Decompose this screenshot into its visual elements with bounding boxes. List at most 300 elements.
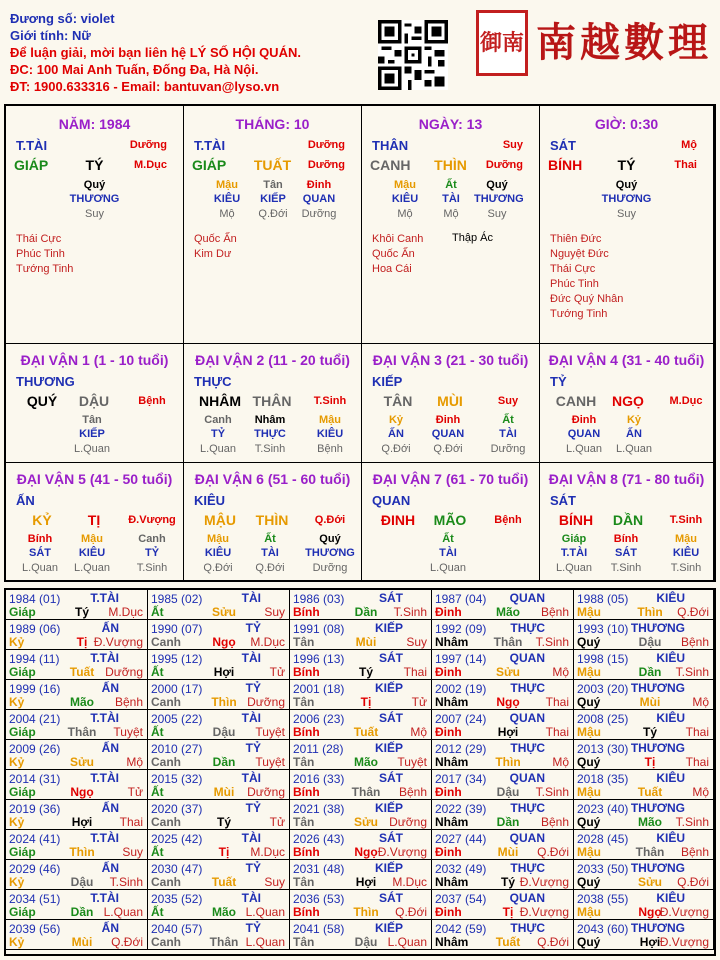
dai-van-ten-god: KIẾP <box>372 374 403 389</box>
hidden-stem: Tân <box>82 414 102 426</box>
dai-van-title: ĐẠI VẬN 1 (1 - 10 tuổi) <box>20 352 169 368</box>
year-cell <box>432 590 574 620</box>
year-label: 1991 (08) <box>293 622 345 636</box>
year-ten-god: KIẾP <box>374 861 403 875</box>
year-stem: Tân <box>293 755 315 769</box>
year-branch: Dần <box>638 665 662 679</box>
hidden-ten-god: THƯƠNG <box>305 547 355 559</box>
year-ten-god: T.TÀI <box>90 771 119 785</box>
special-stars-list <box>16 232 73 277</box>
dai-van-branch: MÃO <box>433 512 467 528</box>
special-star: Quốc Ấn <box>194 233 237 245</box>
year-label: 2031 (48) <box>293 862 345 876</box>
year-cell <box>6 830 148 860</box>
dai-van-stem: ĐINH <box>380 512 416 528</box>
year-cell <box>6 680 148 710</box>
hidden-stem: Giáp <box>561 533 587 545</box>
year-phase: Thai <box>403 665 427 679</box>
year-stem: Đinh <box>435 725 462 739</box>
year-cell <box>290 590 432 620</box>
year-stem: Nhâm <box>435 635 469 649</box>
hidden-ten-god: KIẾP <box>260 193 286 205</box>
hidden-stem: Ất <box>502 414 514 426</box>
hidden-ten-god: TỶ <box>144 547 160 559</box>
year-ten-god: T.TÀI <box>90 891 119 905</box>
hidden-phase: T.Sinh <box>670 562 702 574</box>
dai-van-branch: TỊ <box>87 512 101 528</box>
year-stem: Quý <box>577 815 601 829</box>
year-branch: Tuất <box>495 935 521 949</box>
year-cell <box>432 710 574 740</box>
year-label: 2032 (49) <box>435 862 487 876</box>
year-stem: Nhâm <box>435 695 469 709</box>
year-stem: Ất <box>151 785 164 799</box>
year-phase: Q.Đới <box>537 845 569 859</box>
year-phase: Đ.Vượng <box>519 905 569 919</box>
year-cell <box>432 920 574 950</box>
year-phase: Mộ <box>410 725 427 739</box>
hidden-stem: Ất <box>264 533 276 545</box>
year-stem: Tân <box>293 635 315 649</box>
year-phase: Q.Đới <box>677 875 709 889</box>
year-cell <box>574 710 714 740</box>
pillar-branch: TÝ <box>85 157 104 173</box>
year-branch: Ngọ <box>638 905 662 919</box>
year-phase: T.Sinh <box>675 665 709 679</box>
year-phase: Mộ <box>692 785 709 799</box>
year-branch: Dậu <box>496 785 520 799</box>
year-stem: Tân <box>293 695 315 709</box>
year-stem: Giáp <box>9 665 36 679</box>
owner-info <box>10 10 350 95</box>
hidden-ten-god: TÀI <box>442 193 460 205</box>
year-ten-god: TỶ <box>245 621 261 635</box>
year-phase: Tử <box>269 665 285 679</box>
year-ten-god: THƯƠNG <box>630 621 685 635</box>
year-label: 2005 (22) <box>151 712 203 726</box>
hidden-ten-god: KIÊU <box>391 193 419 205</box>
year-phase: Q.Đới <box>537 935 569 949</box>
year-ten-god: ẤN <box>101 921 119 935</box>
year-stem: Nhâm <box>435 935 469 949</box>
special-stars-list <box>194 232 237 262</box>
year-branch: Mão <box>354 755 378 769</box>
year-cell <box>6 710 148 740</box>
year-branch: Mão <box>212 905 236 919</box>
year-phase: L.Quan <box>245 935 285 949</box>
dai-van-ten-god: THỰC <box>194 374 232 389</box>
year-cell <box>148 860 290 890</box>
dai-van-stem: BÍNH <box>558 512 594 528</box>
year-phase: Đ.Vượng <box>659 935 709 949</box>
year-phase: Bệnh <box>680 635 709 649</box>
year-ten-god: T.TÀI <box>90 591 119 605</box>
year-cell <box>148 890 290 920</box>
dai-van-phase: Đ.Vượng <box>128 514 176 526</box>
year-stem: Đinh <box>435 605 462 619</box>
year-label: 2007 (24) <box>435 712 487 726</box>
year-cell <box>432 620 574 650</box>
year-phase: Q.Đới <box>111 935 143 949</box>
year-stem: Nhâm <box>435 875 469 889</box>
special-star: Quốc Ấn <box>372 248 415 260</box>
year-phase: Tuyệt <box>113 725 143 739</box>
pillar-stem-phase: Suy <box>502 139 523 151</box>
hidden-phase: Mộ <box>219 208 235 220</box>
year-ten-god: ẤN <box>101 801 119 815</box>
year-branch: Thìn <box>495 755 521 769</box>
year-stem: Bính <box>293 905 320 919</box>
hidden-phase: L.Quan <box>565 443 603 455</box>
year-stem: Canh <box>151 875 181 889</box>
pillar-ten-god: THÂN <box>372 138 409 153</box>
pillar-stem: BÍNH <box>548 157 583 173</box>
hidden-ten-god: THƯƠNG <box>474 193 524 205</box>
year-cell <box>290 920 432 950</box>
year-branch: Dần <box>496 815 520 829</box>
year-branch: Hợi <box>71 815 93 829</box>
hidden-stem: Bính <box>613 533 639 545</box>
year-stem: Đinh <box>435 785 462 799</box>
hidden-ten-god: KIÊU <box>204 547 232 559</box>
year-stem: Canh <box>151 635 181 649</box>
year-label: 1990 (07) <box>151 622 203 636</box>
year-label: 1985 (02) <box>151 592 203 606</box>
year-branch: Thìn <box>211 695 237 709</box>
year-phase: Q.Đới <box>677 605 709 619</box>
year-phase: L.Quan <box>387 935 427 949</box>
year-cell <box>148 710 290 740</box>
year-branch: Hợi <box>355 875 377 889</box>
year-cell <box>148 770 290 800</box>
year-label: 2039 (56) <box>9 922 61 936</box>
year-phase: Đ.Vượng <box>93 635 143 649</box>
year-cell <box>574 680 714 710</box>
year-branch: Thìn <box>353 905 379 919</box>
hidden-ten-god: SÁT <box>29 547 51 559</box>
special-star: Kim Dư <box>194 248 232 260</box>
year-branch: Mão <box>496 605 520 619</box>
hidden-phase: T.Sinh <box>254 443 286 455</box>
year-phase: T.Sinh <box>535 635 569 649</box>
hidden-stem: Mậu <box>394 179 416 191</box>
dai-van-phase: Q.Đới <box>314 514 346 526</box>
contact-phone-email: ĐT: 1900.633316 - Email: bantuvan@lyso.vn <box>10 79 280 94</box>
hidden-phase: T.Sinh <box>136 562 168 574</box>
hidden-stem: Nhâm <box>254 414 286 426</box>
year-label: 2004 (21) <box>9 712 61 726</box>
year-label: 2041 (58) <box>293 922 345 936</box>
year-label: 2024 (41) <box>9 832 61 846</box>
year-cell <box>574 890 714 920</box>
pillar-title: NGÀY: 13 <box>418 116 483 132</box>
dai-van-branch: THÂN <box>252 393 292 409</box>
pillar-branch-phase: Thai <box>674 159 697 171</box>
year-phase: Mộ <box>552 665 569 679</box>
annual-luck-table <box>4 588 716 956</box>
year-label: 2003 (20) <box>577 682 629 696</box>
year-ten-god: KIÊU <box>656 591 685 605</box>
year-branch: Thìn <box>69 845 95 859</box>
year-stem: Canh <box>151 695 181 709</box>
year-cell <box>6 590 148 620</box>
dai-van-phase: T.Sinh <box>313 395 347 407</box>
dai-van-cell <box>184 463 362 582</box>
year-phase: Suy <box>406 635 427 649</box>
owner-gender: Giới tính: Nữ <box>10 28 91 43</box>
pillar-ten-god: T.TÀI <box>16 138 48 153</box>
year-cell <box>574 860 714 890</box>
year-phase: T.Sinh <box>675 815 709 829</box>
year-label: 1987 (04) <box>435 592 487 606</box>
year-stem: Mậu <box>577 725 601 739</box>
year-label: 2040 (57) <box>151 922 203 936</box>
hidden-phase: Q.Đới <box>203 562 233 574</box>
year-stem: Ất <box>151 605 164 619</box>
year-ten-god: THƯƠNG <box>630 921 685 935</box>
year-label: 2038 (55) <box>577 892 629 906</box>
year-ten-god: KIẾP <box>374 621 403 635</box>
year-label: 2011 (28) <box>293 742 344 756</box>
pillar-stem: CANH <box>370 157 411 173</box>
pillar-ten-god: T.TÀI <box>194 138 226 153</box>
year-branch: Tuất <box>637 785 663 799</box>
owner-name: Đương số: violet <box>10 11 115 26</box>
year-ten-god: T.TÀI <box>90 651 119 665</box>
hidden-stem: Mậu <box>207 533 229 545</box>
year-ten-god: TÀI <box>241 651 261 665</box>
year-phase: Mộ <box>692 695 709 709</box>
year-phase: Thai <box>685 755 709 769</box>
year-cell <box>148 740 290 770</box>
year-branch: Tý <box>216 815 231 829</box>
year-cell <box>148 590 290 620</box>
pillar-branch-phase: Dưỡng <box>307 159 345 171</box>
special-star: Nguyệt Đức <box>550 248 609 260</box>
year-phase: Đ.Vượng <box>377 845 427 859</box>
year-phase: Tử <box>269 815 285 829</box>
year-stem: Kỷ <box>9 635 25 649</box>
year-branch: Dần <box>354 605 378 619</box>
hidden-ten-god: THƯƠNG <box>601 193 652 205</box>
year-label: 2026 (43) <box>293 832 345 846</box>
special-star: Tướng Tinh <box>550 308 608 320</box>
year-ten-god: SÁT <box>379 771 403 785</box>
hidden-phase: Suy <box>85 208 104 220</box>
hidden-ten-god: ẤN <box>388 428 404 440</box>
year-phase: L.Quan <box>245 905 285 919</box>
year-label: 1994 (11) <box>9 652 60 666</box>
hidden-phase: Suy <box>487 208 507 220</box>
year-ten-god: THỰC <box>510 921 545 935</box>
year-phase: Suy <box>264 875 285 889</box>
year-phase: Đ.Vượng <box>519 875 569 889</box>
year-stem: Tân <box>293 935 315 949</box>
year-branch: Hợi <box>213 665 235 679</box>
year-branch: Tị <box>360 695 372 709</box>
year-cell <box>148 800 290 830</box>
year-stem: Mậu <box>577 905 601 919</box>
hidden-stem: Tân <box>263 179 283 191</box>
year-cell <box>6 800 148 830</box>
year-label: 2013 (30) <box>577 742 629 756</box>
year-branch: Thân <box>635 845 665 859</box>
year-label: 1997 (14) <box>435 652 487 666</box>
pillar-title: THÁNG: 10 <box>235 116 310 132</box>
year-phase: Mộ <box>552 755 569 769</box>
year-label: 2008 (25) <box>577 712 629 726</box>
year-ten-god: THỰC <box>510 681 545 695</box>
hidden-ten-god: TÀI <box>439 547 457 559</box>
dai-van-title: ĐẠI VẬN 8 (71 - 80 tuổi) <box>548 471 705 487</box>
year-branch: Dậu <box>212 725 236 739</box>
year-ten-god: T.TÀI <box>90 711 119 725</box>
year-ten-god: THƯƠNG <box>630 861 685 875</box>
hidden-ten-god: ẤN <box>626 428 642 440</box>
year-ten-god: THƯƠNG <box>630 741 685 755</box>
dai-van-cell <box>540 463 714 582</box>
year-ten-god: TÀI <box>241 831 261 845</box>
hidden-ten-god: TÀI <box>499 428 517 440</box>
year-cell <box>574 770 714 800</box>
year-cell <box>6 860 148 890</box>
pillar-stem-phase: Dưỡng <box>129 139 167 151</box>
hidden-ten-god: TÀI <box>261 547 279 559</box>
hidden-ten-god: SÁT <box>615 547 637 559</box>
hidden-ten-god: TỶ <box>210 428 226 440</box>
hidden-ten-god: KIÊU <box>213 193 241 205</box>
year-label: 1993 (10) <box>577 622 629 636</box>
hidden-stem: Ất <box>445 179 457 191</box>
year-label: 2010 (27) <box>151 742 203 756</box>
year-stem: Tân <box>293 815 315 829</box>
year-stem: Bính <box>293 845 320 859</box>
hidden-phase: L.Quan <box>615 443 653 455</box>
year-stem: Bính <box>293 725 320 739</box>
hidden-ten-god: QUAN <box>567 428 601 440</box>
year-label: 1986 (03) <box>293 592 345 606</box>
year-label: 2001 (18) <box>293 682 345 696</box>
year-phase: Dưỡng <box>105 665 143 679</box>
year-branch: Ngọ <box>354 845 378 859</box>
pillar-ten-god: SÁT <box>550 138 576 153</box>
year-ten-god: THỰC <box>510 801 545 815</box>
year-stem: Bính <box>293 785 320 799</box>
year-ten-god: TỶ <box>245 861 261 875</box>
year-label: 2036 (53) <box>293 892 345 906</box>
year-stem: Mậu <box>577 665 601 679</box>
year-stem: Ất <box>151 665 164 679</box>
year-phase: Thai <box>545 695 569 709</box>
dai-van-branch: MÙI <box>437 393 463 409</box>
year-cell <box>290 650 432 680</box>
year-stem: Canh <box>151 815 181 829</box>
dai-van-phase: Bệnh <box>138 395 166 407</box>
year-branch: Mùi <box>213 785 235 799</box>
year-ten-god: QUAN <box>509 891 545 905</box>
year-ten-god: ẤN <box>101 621 119 635</box>
year-label: 2025 (42) <box>151 832 203 846</box>
year-cell <box>574 620 714 650</box>
year-phase: Tuyệt <box>255 755 285 769</box>
year-cell <box>6 650 148 680</box>
special-star: Phúc Tinh <box>16 248 65 260</box>
year-phase: Tử <box>411 695 427 709</box>
year-phase: Mộ <box>126 755 143 769</box>
hidden-ten-god: KIÊU <box>78 547 106 559</box>
year-phase: Thai <box>685 725 709 739</box>
year-phase: Suy <box>264 605 285 619</box>
year-stem: Canh <box>151 755 181 769</box>
year-branch: Tị <box>502 905 514 919</box>
year-stem: Kỷ <box>9 755 25 769</box>
hidden-phase: Mộ <box>443 208 459 220</box>
year-ten-god: TÀI <box>241 591 261 605</box>
year-ten-god: TÀI <box>241 771 261 785</box>
year-label: 2009 (26) <box>9 742 61 756</box>
year-ten-god: KIÊU <box>656 651 685 665</box>
dai-van-ten-god: THƯƠNG <box>16 374 75 389</box>
dai-van-ten-god: KIÊU <box>194 493 226 508</box>
year-cell <box>148 620 290 650</box>
year-cell <box>148 920 290 950</box>
year-phase: Suy <box>122 845 143 859</box>
year-ten-god: KIẾP <box>374 681 403 695</box>
special-star: Thái Cực <box>550 263 596 275</box>
hidden-phase: Q.Đới <box>255 562 285 574</box>
special-star: Khôi Canh <box>372 233 424 245</box>
hidden-phase: Dưỡng <box>490 443 526 455</box>
dai-van-branch: DẬU <box>78 393 110 409</box>
year-phase: Bệnh <box>398 785 427 799</box>
year-ten-god: QUAN <box>509 711 545 725</box>
hidden-phase: Mộ <box>397 208 413 220</box>
year-stem: Kỷ <box>9 875 25 889</box>
year-ten-god: SÁT <box>379 711 403 725</box>
hidden-phase: Q.Đới <box>433 443 463 455</box>
year-cell <box>432 740 574 770</box>
year-branch: Mùi <box>71 935 93 949</box>
pillar-cell <box>362 106 540 344</box>
year-label: 2012 (29) <box>435 742 487 756</box>
year-cell <box>574 650 714 680</box>
year-cell <box>432 800 574 830</box>
year-branch: Thân <box>493 635 523 649</box>
year-cell <box>290 680 432 710</box>
year-branch: Mùi <box>639 695 661 709</box>
dai-van-title: ĐẠI VẬN 2 (11 - 20 tuổi) <box>195 352 350 368</box>
year-label: 2021 (38) <box>293 802 345 816</box>
hidden-phase: L.Quan <box>199 443 237 455</box>
dai-van-cell <box>6 344 184 463</box>
pillar-branch: THÌN <box>434 157 467 173</box>
year-ten-god: THƯƠNG <box>630 681 685 695</box>
hidden-phase: L.Quan <box>73 443 111 455</box>
special-star: Tướng Tinh <box>16 263 74 275</box>
dai-van-stem: MẬU <box>204 512 236 528</box>
year-label: 2043 (60) <box>577 922 629 936</box>
hidden-ten-god: QUAN <box>302 193 336 205</box>
hidden-stem: Bính <box>27 533 53 545</box>
year-cell <box>574 800 714 830</box>
special-star-extra: Thập Ác <box>452 232 493 244</box>
year-phase: M.Dục <box>108 605 143 619</box>
year-ten-god: QUAN <box>509 651 545 665</box>
year-cell <box>290 860 432 890</box>
year-stem: Giáp <box>9 905 36 919</box>
year-stem: Quý <box>577 695 601 709</box>
year-branch: Sửu <box>69 755 95 769</box>
